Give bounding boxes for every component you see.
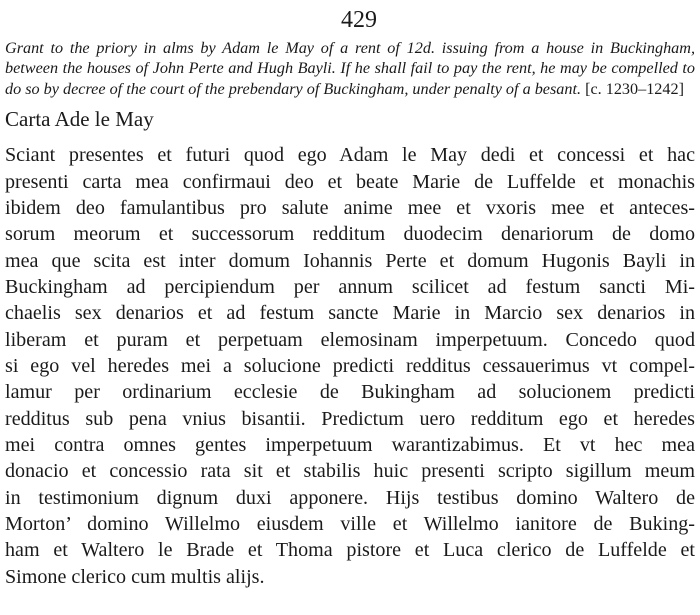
charter-line: redditus sub pena vnius bisantii. Predictum uero redditum ego et heredes xyxy=(5,407,695,430)
charter-line: ham et Waltero le Brade et Thoma pistore et Luca clerico de Luffelde et xyxy=(5,539,695,562)
charter-line: ibidem deo famulantibus pro salute anime mee et vxoris mee et anteces- xyxy=(5,196,695,219)
charter-line: presenti carta mea confirmaui deo et beate Marie de Luffelde et monachis xyxy=(5,170,695,193)
charter-line: si ego vel heredes mei a solucione predicti redditus cessauerimus vt compel- xyxy=(5,354,695,377)
charter-title: Carta Ade le May xyxy=(5,107,154,132)
charter-line: in testimonium dignum duxi apponere. Hijs testibus domino Waltero de xyxy=(5,486,695,509)
charter-line: lamur per ordinarium ecclesie de Bukingham ad solucionem predicti xyxy=(5,381,695,404)
document-page xyxy=(5,6,695,590)
charter-line: Simone clerico cum multis alijs. xyxy=(5,565,265,588)
charter-summary xyxy=(5,38,695,99)
summary-date: [c. 1230–1242] xyxy=(585,79,684,98)
charter-line: sorum meorum et successorum redditum duodecim denariorum de domo xyxy=(5,223,695,246)
charter-line: liberam et puram et perpetuam elemosinam imperpetuum. Concedo quod xyxy=(5,328,695,351)
charter-line: donacio et concessio rata sit et stabilis huic presenti scripto sigillum meum xyxy=(5,460,695,483)
charter-line: Buckingham ad percipiendum per annum scilicet ad festum sancti Mi- xyxy=(5,275,695,298)
charter-line: Sciant presentes et futuri quod ego Adam le May dedi et concessi et hac xyxy=(5,144,695,167)
summary-text: Grant to the priory in alms by Adam le May of a rent of 12d. issuing from a house in Buckingham, between the houses of John Perte and Hugh Bayli. If he shall fail to pay the rent, he may be compelled to do so by decree of the court of the prebendary of Buckingham, under penalty of a besant. xyxy=(5,39,695,98)
charter-line: mei contra omnes gentes imperpetuum warantizabimus. Et vt hec mea xyxy=(5,434,695,456)
page-number: 429 xyxy=(341,7,377,33)
charter-line: chaelis sex denarios et ad festum sancte Marie in Marcio sex denarios in xyxy=(5,302,695,325)
charter-line: mea que scita est inter domum Iohannis Perte et domum Hugonis Bayli in xyxy=(5,249,695,272)
charter-line: Morton’ domino Willelmo eiusdem ville et Willelmo ianitore de Buking- xyxy=(5,513,695,536)
charter-text xyxy=(5,142,695,590)
